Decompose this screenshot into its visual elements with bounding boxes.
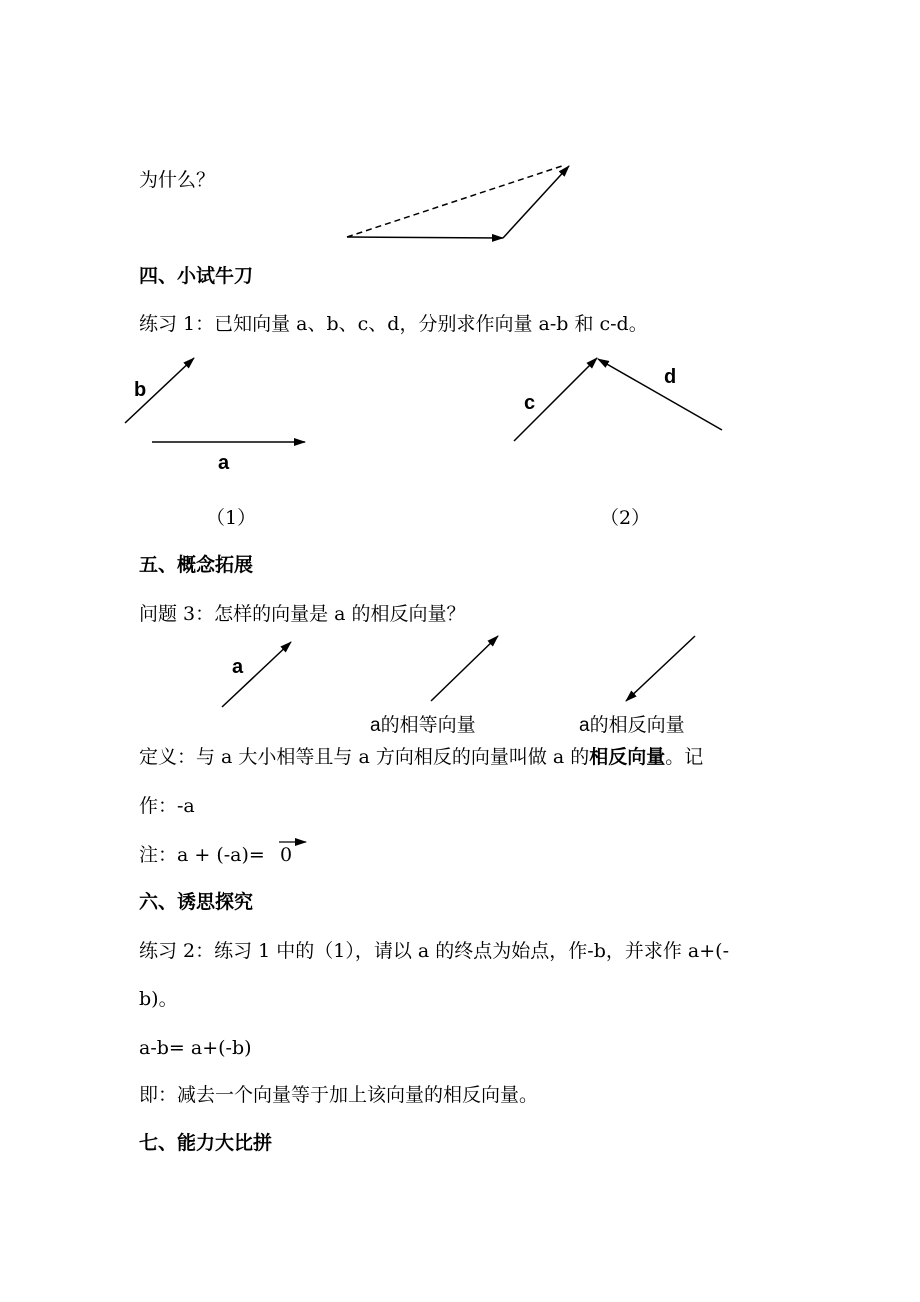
exercise-1-text: 练习 1：已知向量 a、b、c、d，分别求作向量 a-b 和 c-d。 — [139, 313, 648, 335]
section-4-heading: 四、小试牛刀 — [139, 265, 254, 287]
section-5-heading: 五、概念拓展 — [139, 554, 254, 576]
figure-2-caption: （2） — [600, 507, 651, 529]
figure-1-caption: （1） — [206, 507, 257, 529]
note-text: 注：a + (-a)= — [139, 844, 265, 866]
label-b: b — [134, 379, 147, 401]
opposite-vector-arrow — [626, 636, 695, 701]
conclusion-line: 即：减去一个向量等于加上该向量的相反向量。 — [139, 1084, 539, 1106]
label-a-q3: a — [232, 656, 244, 678]
opposite-vector-caption: a的相反向量 — [579, 715, 685, 736]
label-d: d — [664, 366, 677, 388]
label-c: c — [524, 392, 536, 414]
exercise-2-line1: 练习 2：练习 1 中的（1），请以 a 的终点为始点，作-b，并求作 a+(- — [139, 940, 729, 962]
definition-term: 相反向量 — [589, 746, 666, 768]
triangle-side-arrow — [503, 166, 569, 238]
definition-text: 定义：与 a 大小相等且与 a 方向相反的向量叫做 a 的 — [139, 746, 590, 768]
equal-vector-arrow — [431, 636, 498, 701]
section-6-heading: 六、诱思探究 — [139, 891, 254, 913]
triangle-dashed-sum — [347, 165, 565, 237]
definition-notation: 作：-a — [139, 795, 195, 817]
zero-vector: 0 — [280, 844, 293, 866]
section-7-heading: 七、能力大比拼 — [139, 1132, 273, 1154]
formula-line: a-b= a+(-b) — [139, 1037, 252, 1059]
vector-d-arrow — [598, 359, 722, 430]
definition-tail: 。记 — [665, 746, 704, 768]
triangle-base-arrow — [347, 237, 503, 238]
label-a: a — [218, 452, 230, 474]
question-3-text: 问题 3：怎样的向量是 a 的相反向量？ — [139, 603, 466, 625]
exercise-2-line2: b)。 — [139, 988, 178, 1010]
equal-vector-caption: a的相等向量 — [370, 715, 476, 736]
definition-line — [139, 745, 703, 769]
why-line: 为什么？ — [139, 169, 216, 191]
